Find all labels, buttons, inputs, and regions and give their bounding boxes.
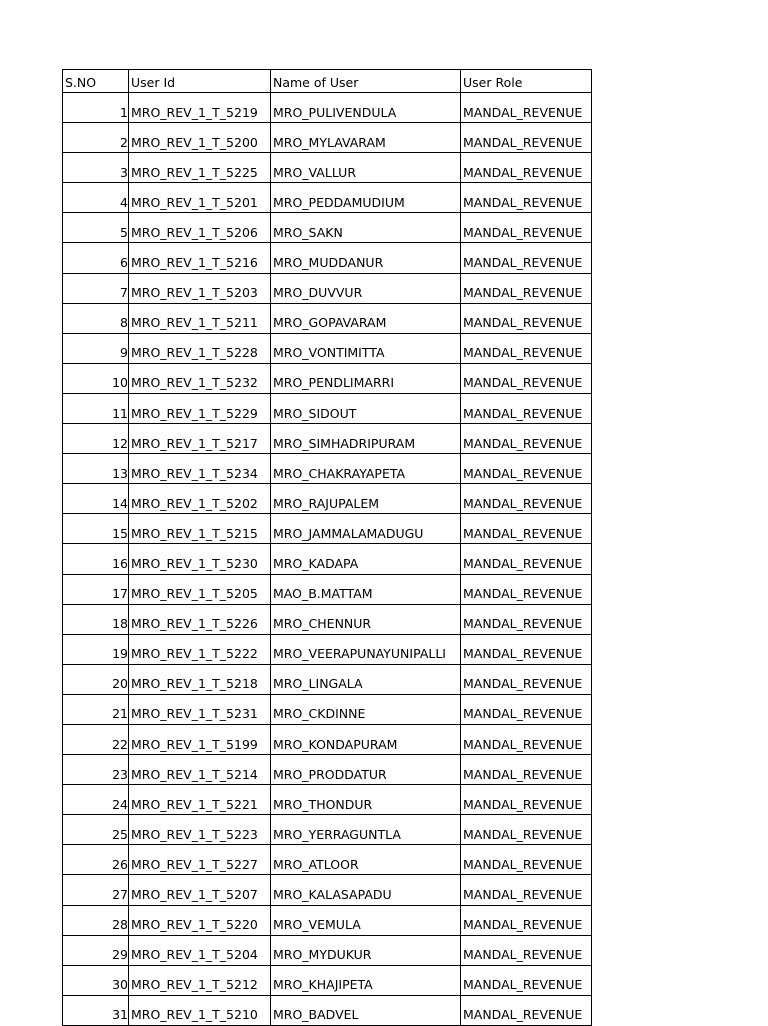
cell-name-of-user: MRO_MYLAVARAM: [271, 123, 461, 153]
cell-user-id: MRO_REV_1_T_5201: [129, 183, 271, 213]
cell-user-id: MRO_REV_1_T_5225: [129, 153, 271, 183]
table-row: [63, 604, 592, 634]
cell-user-role: MANDAL_REVENUE: [461, 634, 592, 664]
cell-name-of-user: MRO_YERRAGUNTLA: [271, 815, 461, 845]
cell-sno: 2: [63, 123, 129, 153]
cell-user-id: MRO_REV_1_T_5219: [129, 93, 271, 123]
cell-sno: 12: [63, 424, 129, 454]
cell-user-id: MRO_REV_1_T_5199: [129, 724, 271, 754]
cell-name-of-user: MRO_RAJUPALEM: [271, 484, 461, 514]
cell-sno: 8: [63, 303, 129, 333]
cell-sno: 20: [63, 664, 129, 694]
cell-sno: 14: [63, 484, 129, 514]
table-row: [63, 544, 592, 574]
cell-user-role: MANDAL_REVENUE: [461, 153, 592, 183]
cell-user-role: MANDAL_REVENUE: [461, 393, 592, 423]
cell-user-role: MANDAL_REVENUE: [461, 213, 592, 243]
cell-user-role: MANDAL_REVENUE: [461, 333, 592, 363]
cell-sno: 3: [63, 153, 129, 183]
cell-name-of-user: MRO_CHAKRAYAPETA: [271, 454, 461, 484]
cell-sno: 19: [63, 634, 129, 664]
cell-user-id: MRO_REV_1_T_5216: [129, 243, 271, 273]
table-row: [63, 905, 592, 935]
cell-name-of-user: MRO_VALLUR: [271, 153, 461, 183]
cell-user-id: MRO_REV_1_T_5215: [129, 514, 271, 544]
cell-name-of-user: MRO_KADAPA: [271, 544, 461, 574]
cell-user-id: MRO_REV_1_T_5231: [129, 694, 271, 724]
table-row: [63, 243, 592, 273]
header-name-of-user: Name of User: [271, 70, 461, 93]
table-row: [63, 995, 592, 1025]
cell-user-id: MRO_REV_1_T_5226: [129, 604, 271, 634]
table-row: [63, 303, 592, 333]
table-row: [63, 785, 592, 815]
cell-user-id: MRO_REV_1_T_5210: [129, 995, 271, 1025]
cell-user-role: MANDAL_REVENUE: [461, 694, 592, 724]
cell-user-role: MANDAL_REVENUE: [461, 995, 592, 1025]
cell-user-id: MRO_REV_1_T_5211: [129, 303, 271, 333]
table-row: [63, 93, 592, 123]
cell-user-role: MANDAL_REVENUE: [461, 574, 592, 604]
cell-user-id: MRO_REV_1_T_5217: [129, 424, 271, 454]
cell-user-id: MRO_REV_1_T_5229: [129, 393, 271, 423]
cell-user-id: MRO_REV_1_T_5218: [129, 664, 271, 694]
cell-sno: 30: [63, 965, 129, 995]
cell-user-role: MANDAL_REVENUE: [461, 484, 592, 514]
cell-name-of-user: MRO_BADVEL: [271, 995, 461, 1025]
cell-name-of-user: MRO_MYDUKUR: [271, 935, 461, 965]
cell-sno: 26: [63, 845, 129, 875]
cell-name-of-user: MRO_GOPAVARAM: [271, 303, 461, 333]
cell-user-role: MANDAL_REVENUE: [461, 875, 592, 905]
table-row: [63, 183, 592, 213]
table-row: [63, 514, 592, 544]
cell-sno: 31: [63, 995, 129, 1025]
table-body: [63, 93, 592, 1026]
cell-user-role: MANDAL_REVENUE: [461, 604, 592, 634]
cell-name-of-user: MRO_LINGALA: [271, 664, 461, 694]
table-row: [63, 694, 592, 724]
table-row: [63, 393, 592, 423]
cell-sno: 23: [63, 755, 129, 785]
cell-name-of-user: MRO_JAMMALAMADUGU: [271, 514, 461, 544]
cell-user-role: MANDAL_REVENUE: [461, 755, 592, 785]
cell-user-role: MANDAL_REVENUE: [461, 544, 592, 574]
cell-name-of-user: MAO_B.MATTAM: [271, 574, 461, 604]
cell-sno: 29: [63, 935, 129, 965]
cell-user-role: MANDAL_REVENUE: [461, 965, 592, 995]
cell-user-id: MRO_REV_1_T_5203: [129, 273, 271, 303]
table-row: [63, 724, 592, 754]
cell-user-role: MANDAL_REVENUE: [461, 303, 592, 333]
cell-user-role: MANDAL_REVENUE: [461, 183, 592, 213]
cell-user-role: MANDAL_REVENUE: [461, 905, 592, 935]
cell-user-role: MANDAL_REVENUE: [461, 93, 592, 123]
cell-user-id: MRO_REV_1_T_5234: [129, 454, 271, 484]
cell-sno: 4: [63, 183, 129, 213]
table-row: [63, 424, 592, 454]
table-row: [63, 815, 592, 845]
user-table-sheet: [62, 69, 592, 1026]
cell-sno: 7: [63, 273, 129, 303]
table-row: [63, 965, 592, 995]
cell-user-id: MRO_REV_1_T_5221: [129, 785, 271, 815]
cell-user-role: MANDAL_REVENUE: [461, 724, 592, 754]
cell-sno: 27: [63, 875, 129, 905]
cell-name-of-user: MRO_PRODDATUR: [271, 755, 461, 785]
table-row: [63, 875, 592, 905]
cell-name-of-user: MRO_SIDOUT: [271, 393, 461, 423]
cell-user-role: MANDAL_REVENUE: [461, 514, 592, 544]
cell-sno: 9: [63, 333, 129, 363]
cell-user-role: MANDAL_REVENUE: [461, 935, 592, 965]
cell-user-id: MRO_REV_1_T_5206: [129, 213, 271, 243]
table-row: [63, 273, 592, 303]
cell-name-of-user: MRO_VEMULA: [271, 905, 461, 935]
cell-sno: 5: [63, 213, 129, 243]
cell-name-of-user: MRO_SAKN: [271, 213, 461, 243]
cell-sno: 21: [63, 694, 129, 724]
table-row: [63, 333, 592, 363]
cell-user-id: MRO_REV_1_T_5202: [129, 484, 271, 514]
cell-name-of-user: MRO_MUDDANUR: [271, 243, 461, 273]
cell-sno: 22: [63, 724, 129, 754]
cell-user-role: MANDAL_REVENUE: [461, 664, 592, 694]
cell-sno: 16: [63, 544, 129, 574]
cell-name-of-user: MRO_PENDLIMARRI: [271, 363, 461, 393]
table-row: [63, 123, 592, 153]
header-user-role: User Role: [461, 70, 592, 93]
cell-sno: 28: [63, 905, 129, 935]
cell-name-of-user: MRO_KALASAPADU: [271, 875, 461, 905]
cell-user-id: MRO_REV_1_T_5222: [129, 634, 271, 664]
cell-user-id: MRO_REV_1_T_5214: [129, 755, 271, 785]
table-row: [63, 664, 592, 694]
cell-sno: 13: [63, 454, 129, 484]
table-row: [63, 363, 592, 393]
cell-name-of-user: MRO_SIMHADRIPURAM: [271, 424, 461, 454]
cell-user-id: MRO_REV_1_T_5232: [129, 363, 271, 393]
cell-user-role: MANDAL_REVENUE: [461, 243, 592, 273]
cell-user-role: MANDAL_REVENUE: [461, 123, 592, 153]
cell-user-role: MANDAL_REVENUE: [461, 454, 592, 484]
cell-user-id: MRO_REV_1_T_5200: [129, 123, 271, 153]
cell-name-of-user: MRO_PULIVENDULA: [271, 93, 461, 123]
table-row: [63, 935, 592, 965]
cell-sno: 24: [63, 785, 129, 815]
cell-user-role: MANDAL_REVENUE: [461, 273, 592, 303]
cell-name-of-user: MRO_PEDDAMUDIUM: [271, 183, 461, 213]
cell-user-role: MANDAL_REVENUE: [461, 363, 592, 393]
cell-name-of-user: MRO_ATLOOR: [271, 845, 461, 875]
table-row: [63, 634, 592, 664]
cell-user-role: MANDAL_REVENUE: [461, 424, 592, 454]
cell-name-of-user: MRO_CHENNUR: [271, 604, 461, 634]
cell-name-of-user: MRO_THONDUR: [271, 785, 461, 815]
header-sno: S.NO: [63, 70, 129, 93]
cell-sno: 15: [63, 514, 129, 544]
cell-user-id: MRO_REV_1_T_5220: [129, 905, 271, 935]
table-header-row: [63, 70, 592, 93]
table-row: [63, 755, 592, 785]
header-user-id: User Id: [129, 70, 271, 93]
cell-sno: 11: [63, 393, 129, 423]
cell-user-id: MRO_REV_1_T_5223: [129, 815, 271, 845]
table-row: [63, 153, 592, 183]
cell-sno: 6: [63, 243, 129, 273]
cell-user-role: MANDAL_REVENUE: [461, 785, 592, 815]
cell-name-of-user: MRO_CKDINNE: [271, 694, 461, 724]
cell-user-id: MRO_REV_1_T_5207: [129, 875, 271, 905]
user-table: [62, 69, 592, 1026]
cell-user-id: MRO_REV_1_T_5228: [129, 333, 271, 363]
cell-user-role: MANDAL_REVENUE: [461, 845, 592, 875]
cell-sno: 18: [63, 604, 129, 634]
cell-user-id: MRO_REV_1_T_5212: [129, 965, 271, 995]
cell-name-of-user: MRO_VEERAPUNAYUNIPALLI: [271, 634, 461, 664]
cell-user-id: MRO_REV_1_T_5205: [129, 574, 271, 604]
cell-user-role: MANDAL_REVENUE: [461, 815, 592, 845]
cell-name-of-user: MRO_KONDAPURAM: [271, 724, 461, 754]
cell-sno: 10: [63, 363, 129, 393]
table-row: [63, 484, 592, 514]
cell-name-of-user: MRO_KHAJIPETA: [271, 965, 461, 995]
table-row: [63, 454, 592, 484]
table-row: [63, 845, 592, 875]
cell-name-of-user: MRO_DUVVUR: [271, 273, 461, 303]
table-row: [63, 574, 592, 604]
cell-sno: 1: [63, 93, 129, 123]
cell-user-id: MRO_REV_1_T_5204: [129, 935, 271, 965]
cell-user-id: MRO_REV_1_T_5230: [129, 544, 271, 574]
cell-user-id: MRO_REV_1_T_5227: [129, 845, 271, 875]
table-row: [63, 213, 592, 243]
cell-name-of-user: MRO_VONTIMITTA: [271, 333, 461, 363]
cell-sno: 17: [63, 574, 129, 604]
cell-sno: 25: [63, 815, 129, 845]
